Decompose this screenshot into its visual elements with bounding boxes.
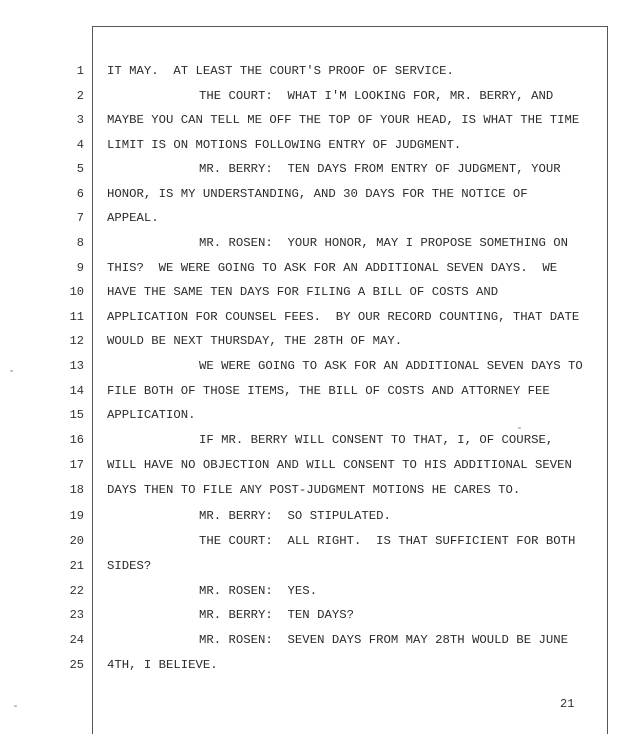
transcript-line: MR. ROSEN: YES. [199, 584, 318, 598]
top-border [92, 26, 608, 27]
transcript-line: HAVE THE SAME TEN DAYS FOR FILING A BILL OF COSTS AND [107, 285, 499, 299]
line-number: 13 [69, 359, 84, 373]
transcript-line: WE WERE GOING TO ASK FOR AN ADDITIONAL SEVEN DAYS TO [199, 359, 583, 373]
line-number: 7 [76, 211, 84, 225]
transcript-line: APPLICATION FOR COUNSEL FEES. BY OUR RECORD COUNTING, THAT DATE [107, 310, 580, 324]
line-number: 4 [76, 138, 84, 152]
line-number: 5 [76, 162, 84, 176]
line-number: 18 [69, 483, 84, 497]
transcript-line: APPLICATION. [107, 408, 196, 422]
left-margin-rule [92, 26, 93, 734]
transcript-line: MR. ROSEN: SEVEN DAYS FROM MAY 28TH WOULD BE JUNE [199, 633, 568, 647]
transcript-line: MAYBE YOU CAN TELL ME OFF THE TOP OF YOUR HEAD, IS WHAT THE TIME [107, 113, 580, 127]
transcript-line: SIDES? [107, 559, 152, 573]
line-number: 2 [76, 89, 84, 103]
transcript-line: MR. BERRY: SO STIPULATED. [199, 509, 391, 523]
transcript-line: THIS? WE WERE GOING TO ASK FOR AN ADDITIONAL SEVEN DAYS. WE [107, 261, 558, 275]
scan-speck [518, 427, 521, 429]
line-number: 8 [76, 236, 84, 250]
scan-speck [10, 370, 13, 372]
line-number: 11 [69, 310, 84, 324]
line-number: 16 [69, 433, 84, 447]
transcript-line: MR. BERRY: TEN DAYS FROM ENTRY OF JUDGMENT, YOUR [199, 162, 561, 176]
line-number: 19 [69, 509, 84, 523]
transcript-line: FILE BOTH OF THOSE ITEMS, THE BILL OF COSTS AND ATTORNEY FEE [107, 384, 550, 398]
transcript-line: DAYS THEN TO FILE ANY POST-JUDGMENT MOTIONS HE CARES TO. [107, 483, 521, 497]
transcript-line: APPEAL. [107, 211, 159, 225]
line-number: 23 [69, 608, 84, 622]
transcript-line: THE COURT: WHAT I'M LOOKING FOR, MR. BERRY, AND [199, 89, 554, 103]
transcript-line: WILL HAVE NO OBJECTION AND WILL CONSENT TO HIS ADDITIONAL SEVEN [107, 458, 572, 472]
line-number: 22 [69, 584, 84, 598]
line-number: 12 [69, 334, 84, 348]
right-margin-rule [607, 26, 608, 734]
transcript-line: MR. BERRY: TEN DAYS? [199, 608, 354, 622]
line-number: 6 [76, 187, 84, 201]
transcript-line: WOULD BE NEXT THURSDAY, THE 28TH OF MAY. [107, 334, 403, 348]
transcript-line: MR. ROSEN: YOUR HONOR, MAY I PROPOSE SOMETHING ON [199, 236, 568, 250]
line-number: 10 [69, 285, 84, 299]
scan-speck [14, 705, 17, 707]
line-number: 25 [69, 658, 84, 672]
line-number: 20 [69, 534, 84, 548]
line-number: 3 [76, 113, 84, 127]
line-number: 9 [76, 261, 84, 275]
page-number: 21 [560, 697, 575, 711]
transcript-line: IT MAY. AT LEAST THE COURT'S PROOF OF SERVICE. [107, 64, 454, 78]
line-number: 24 [69, 633, 84, 647]
transcript-line: LIMIT IS ON MOTIONS FOLLOWING ENTRY OF JUDGMENT. [107, 138, 462, 152]
transcript-line: HONOR, IS MY UNDERSTANDING, AND 30 DAYS FOR THE NOTICE OF [107, 187, 528, 201]
line-number: 17 [69, 458, 84, 472]
transcript-line: 4TH, I BELIEVE. [107, 658, 218, 672]
line-number: 14 [69, 384, 84, 398]
line-number: 21 [69, 559, 84, 573]
transcript-line: THE COURT: ALL RIGHT. IS THAT SUFFICIENT FOR BOTH [199, 534, 576, 548]
line-number: 1 [76, 64, 84, 78]
transcript-line: IF MR. BERRY WILL CONSENT TO THAT, I, OF COURSE, [199, 433, 554, 447]
line-number: 15 [69, 408, 84, 422]
